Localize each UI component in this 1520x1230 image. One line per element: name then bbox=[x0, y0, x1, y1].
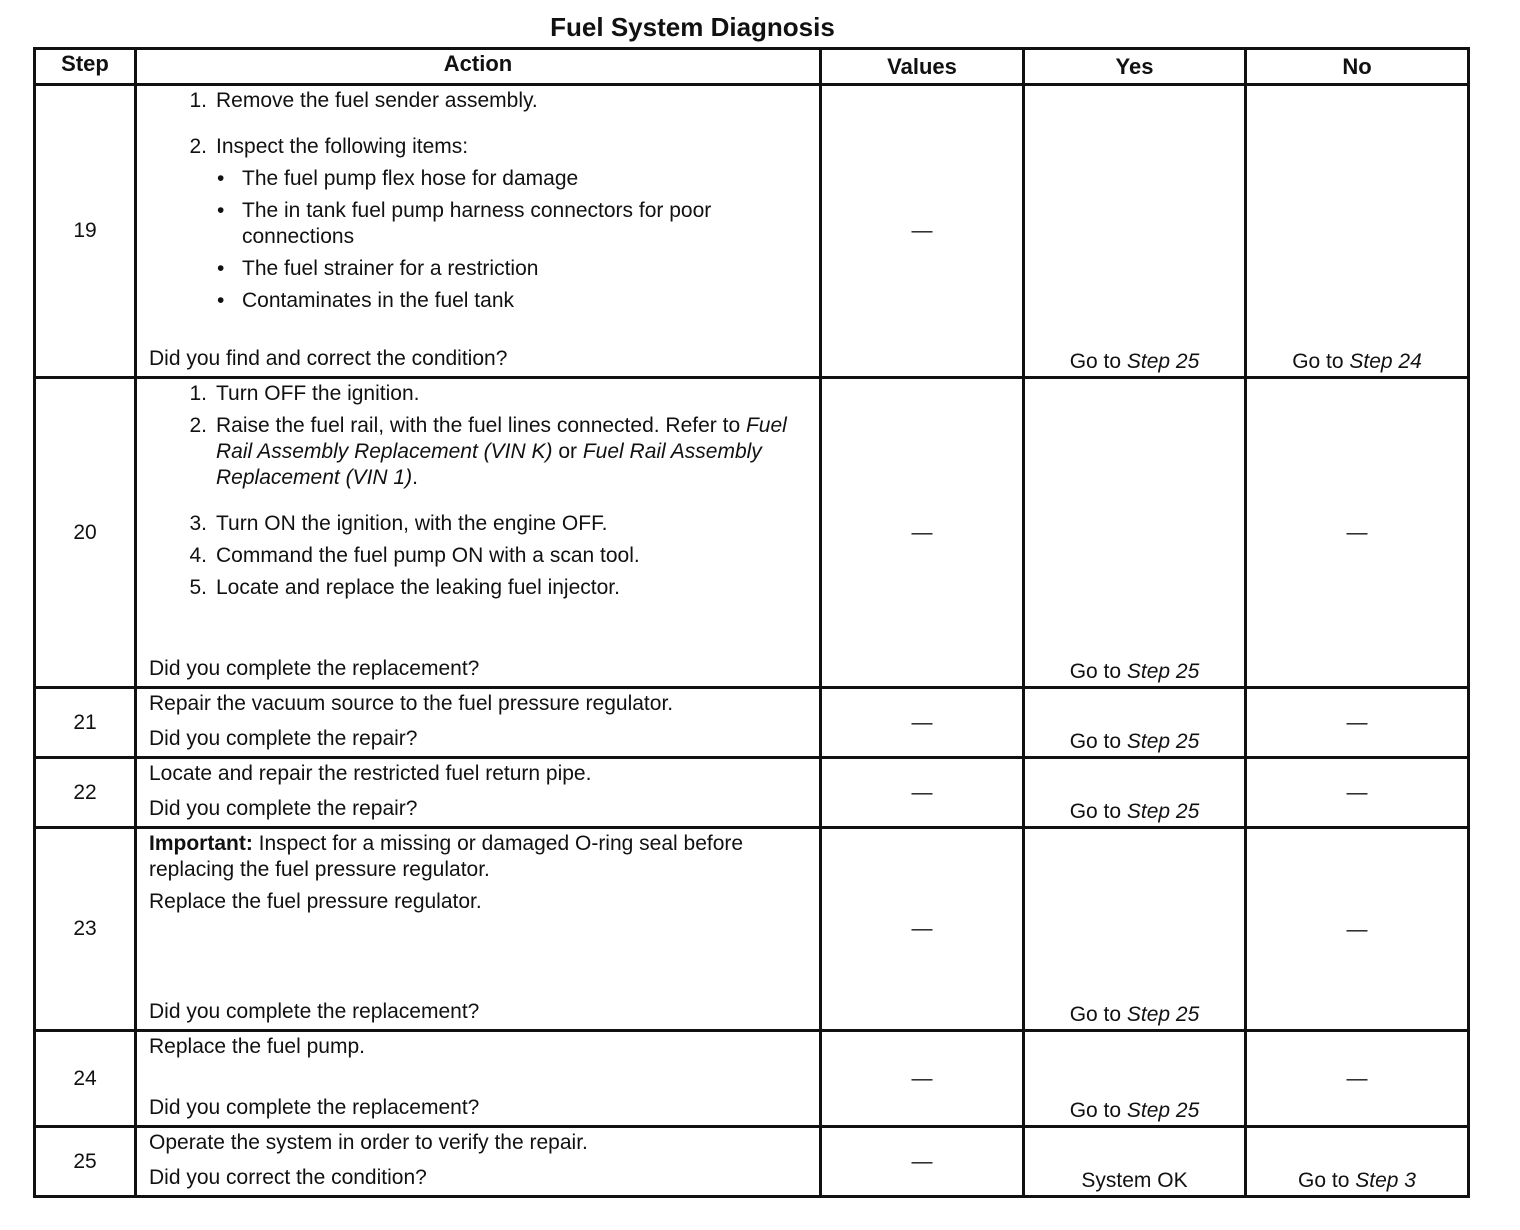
step-link: Step 24 bbox=[1349, 350, 1422, 373]
no-cell bbox=[1246, 758, 1469, 828]
dash: — bbox=[911, 520, 933, 544]
list-item: 4. Command the fuel pump ON with a scan tool. bbox=[189, 544, 640, 567]
action-cell bbox=[136, 688, 821, 758]
action-cell bbox=[136, 758, 821, 828]
question-text: Did you complete the repair? bbox=[149, 727, 418, 750]
no-cell bbox=[1246, 378, 1469, 688]
step-link: Step 3 bbox=[1355, 1169, 1416, 1192]
no-cell bbox=[1246, 688, 1469, 758]
list-item: 5. Locate and replace the leaking fuel injector. bbox=[189, 576, 620, 599]
list-item: 1. Remove the fuel sender assembly. bbox=[189, 89, 538, 112]
dash: — bbox=[1346, 521, 1368, 544]
action-text: Repair the vacuum source to the fuel pressure regulator. bbox=[149, 692, 674, 715]
question-text: Did you complete the repair? bbox=[149, 797, 418, 820]
yes-cell: Go to Step 25 bbox=[1024, 378, 1246, 688]
dash: — bbox=[911, 219, 933, 242]
question-text: Did you complete the replacement? bbox=[149, 1096, 480, 1119]
action-cell bbox=[136, 378, 821, 688]
step-number: 23 bbox=[35, 828, 136, 1031]
values-cell bbox=[821, 1127, 1024, 1197]
step-link: Step 25 bbox=[1126, 350, 1200, 373]
step-number: 19 bbox=[35, 85, 136, 378]
step-link: Step 25 bbox=[1126, 800, 1200, 823]
values-cell bbox=[821, 378, 1024, 688]
step-number: 22 bbox=[35, 758, 136, 828]
diagnosis-table bbox=[33, 47, 1470, 1198]
header-step: Step bbox=[35, 49, 136, 85]
bullet-item: • Contaminates in the fuel tank bbox=[217, 289, 514, 312]
table-row-21 bbox=[35, 688, 1469, 758]
dash: — bbox=[1346, 781, 1368, 804]
values-cell bbox=[821, 1031, 1024, 1127]
yes-cell: Go to Step 25 bbox=[1024, 1031, 1246, 1127]
bullet-item: • The fuel pump flex hose for damage bbox=[217, 167, 579, 190]
dash: — bbox=[1346, 917, 1368, 941]
list-item: 1. Turn OFF the ignition. bbox=[189, 382, 420, 405]
question-text: Did you complete the replacement? bbox=[149, 657, 480, 680]
table-row-20 bbox=[35, 378, 1469, 688]
header-yes: Yes bbox=[1024, 49, 1246, 85]
yes-cell: System OK bbox=[1024, 1127, 1246, 1197]
dash: — bbox=[911, 710, 933, 734]
table-row-24 bbox=[35, 1031, 1469, 1127]
dash: — bbox=[911, 1066, 933, 1090]
question-text: Did you find and correct the condition? bbox=[149, 347, 508, 370]
page-title: Fuel System Diagnosis bbox=[550, 12, 835, 42]
values-cell bbox=[821, 758, 1024, 828]
list-item: 2. Raise the fuel rail, with the fuel lines connected. Refer to Fuel Rail Assembly Replacement (VIN K) or Fuel Rail Assembly Replacement (VIN 1). bbox=[189, 414, 787, 489]
step-link: Step 25 bbox=[1126, 1003, 1200, 1026]
step-number: 25 bbox=[35, 1127, 136, 1197]
yes-cell: Go to Step 25 bbox=[1024, 828, 1246, 1031]
step-number: 21 bbox=[35, 688, 136, 758]
action-text: Replace the fuel pump. bbox=[149, 1035, 365, 1058]
action-text: Operate the system in order to verify the repair. bbox=[149, 1131, 588, 1154]
no-cell: Go to Step 3 bbox=[1246, 1127, 1469, 1197]
table-row-19 bbox=[35, 85, 1469, 378]
no-cell bbox=[1246, 828, 1469, 1031]
dash: — bbox=[1346, 1067, 1368, 1090]
step-number: 20 bbox=[35, 378, 136, 688]
list-item: 2. Inspect the following items: bbox=[189, 135, 469, 158]
important-note: Important: Inspect for a missing or damaged O-ring seal before replacing the fuel pressure regulator. bbox=[149, 832, 744, 881]
action-text: Locate and repair the restricted fuel return pipe. bbox=[149, 762, 592, 785]
table-row-25 bbox=[35, 1127, 1469, 1197]
question-text: Did you complete the replacement? bbox=[149, 1000, 480, 1023]
dash: — bbox=[1346, 711, 1368, 734]
dash: — bbox=[911, 780, 933, 804]
header-action: Action bbox=[136, 49, 821, 85]
action-text: Replace the fuel pressure regulator. bbox=[149, 890, 482, 913]
values-cell bbox=[821, 688, 1024, 758]
step-link: Step 25 bbox=[1126, 730, 1200, 753]
values-cell bbox=[821, 828, 1024, 1031]
header-no: No bbox=[1246, 49, 1469, 85]
step-number: 24 bbox=[35, 1031, 136, 1127]
step-link: Step 25 bbox=[1126, 1099, 1200, 1122]
dash: — bbox=[911, 917, 933, 940]
step-link: Step 25 bbox=[1126, 660, 1200, 683]
no-cell bbox=[1246, 1031, 1469, 1127]
table-row-22 bbox=[35, 758, 1469, 828]
bullet-item: • The fuel strainer for a restriction bbox=[217, 257, 539, 280]
action-cell bbox=[136, 1031, 821, 1127]
dash: — bbox=[911, 1149, 933, 1173]
bullet-item: • The in tank fuel pump harness connectors for poor connections bbox=[217, 199, 712, 248]
list-item: 3. Turn ON the ignition, with the engine OFF. bbox=[189, 512, 608, 535]
action-cell bbox=[136, 828, 821, 1031]
header-row bbox=[35, 49, 1469, 85]
header-values: Values bbox=[821, 49, 1024, 85]
yes-cell: Go to Step 25 bbox=[1024, 85, 1246, 378]
no-cell: Go to Step 24 bbox=[1246, 85, 1469, 378]
yes-cell: Go to Step 25 bbox=[1024, 758, 1246, 828]
values-cell bbox=[821, 85, 1024, 378]
yes-cell: Go to Step 25 bbox=[1024, 688, 1246, 758]
action-cell bbox=[136, 85, 821, 378]
question-text: Did you correct the condition? bbox=[149, 1166, 427, 1189]
action-cell bbox=[136, 1127, 821, 1197]
table-row-23 bbox=[35, 828, 1469, 1031]
